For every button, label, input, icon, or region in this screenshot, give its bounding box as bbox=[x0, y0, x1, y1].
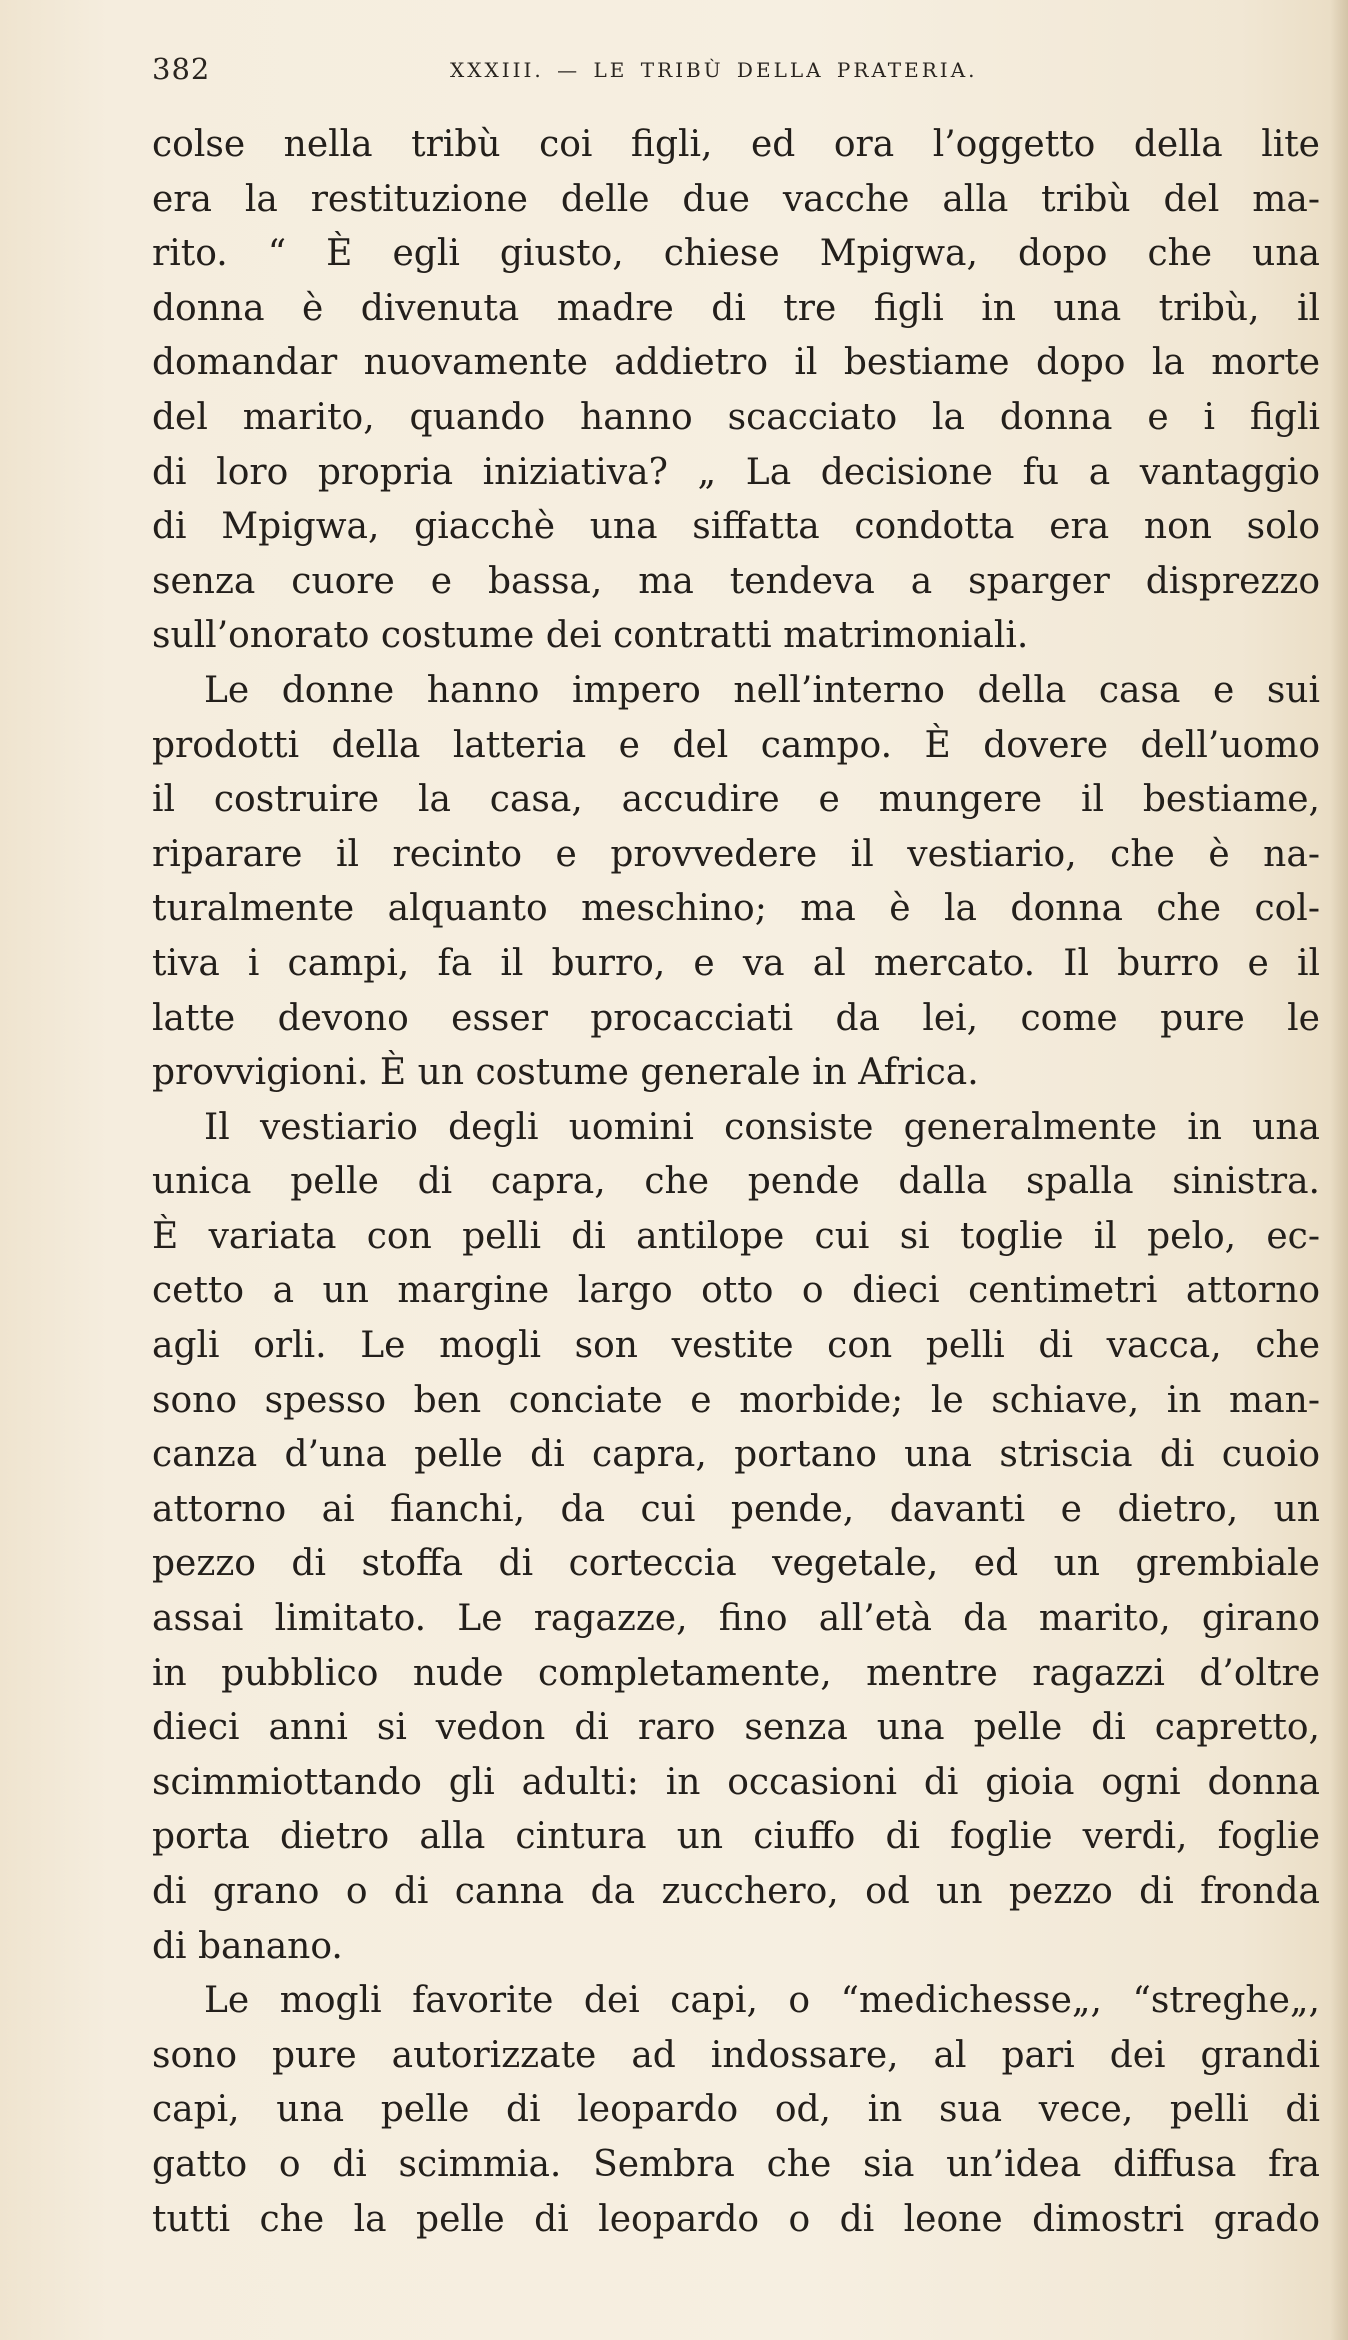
text-line: donna è divenuta madre di tre figli in una tribù, il bbox=[152, 287, 1320, 329]
text-line: assai limitato. Le ragazze, fino all’età da marito, girano bbox=[152, 1598, 1320, 1640]
body-text bbox=[152, 118, 1320, 2247]
text-line: Le mogli favorite dei capi, o “medichesse„, “streghe„, bbox=[204, 1980, 1320, 2022]
text-line: Il vestiario degli uomini consiste generalmente in una bbox=[204, 1106, 1320, 1148]
page-header bbox=[152, 52, 1320, 92]
text-line: provvigioni. È un costume generale in Africa. bbox=[152, 1052, 979, 1094]
text-line: il costruire la casa, accudire e mungere il bestiame, bbox=[152, 779, 1320, 821]
text-line: senza cuore e bassa, ma tendeva a sparger disprezzo bbox=[152, 560, 1320, 602]
text-line: di banano. bbox=[152, 1925, 343, 1967]
text-line: attorno ai fianchi, da cui pende, davanti e dietro, un bbox=[152, 1488, 1320, 1530]
text-line: in pubblico nude completamente, mentre ragazzi d’oltre bbox=[152, 1652, 1320, 1694]
running-head: XXXIII. — LE TRIBÙ DELLA PRATERIA. bbox=[450, 58, 978, 82]
text-line: È variata con pelli di antilope cui si toglie il pelo, ec- bbox=[152, 1215, 1320, 1257]
text-line: sull’onorato costume dei contratti matrimoniali. bbox=[152, 615, 1029, 657]
text-line: tiva i campi, fa il burro, e va al mercato. Il burro e il bbox=[152, 942, 1320, 984]
text-line: scimmiottando gli adulti: in occasioni di gioia ogni donna bbox=[152, 1761, 1320, 1803]
text-line: sono spesso ben conciate e morbide; le schiave, in man- bbox=[152, 1379, 1320, 1421]
text-line: pezzo di stoffa di corteccia vegetale, ed un grembiale bbox=[152, 1543, 1320, 1585]
text-line: unica pelle di capra, che pende dalla spalla sinistra. bbox=[152, 1161, 1320, 1203]
text-line: gatto o di scimmia. Sembra che sia un’idea diffusa fra bbox=[152, 2143, 1320, 2185]
text-line: di loro propria iniziativa? „ La decisione fu a vantaggio bbox=[152, 451, 1320, 493]
page-edge-shadow bbox=[1330, 0, 1348, 2340]
text-line: domandar nuovamente addietro il bestiame dopo la morte bbox=[152, 342, 1320, 384]
text-line: agli orli. Le mogli son vestite con pelli di vacca, che bbox=[152, 1325, 1320, 1367]
text-line: turalmente alquanto meschino; ma è la donna che col- bbox=[152, 888, 1320, 930]
text-line: era la restituzione delle due vacche alla tribù del ma- bbox=[152, 178, 1320, 220]
text-line: Le donne hanno impero nell’interno della casa e sui bbox=[204, 669, 1320, 711]
text-line: di grano o di canna da zucchero, od un pezzo di fronda bbox=[152, 1871, 1320, 1912]
text-line: cetto a un margine largo otto o dieci centimetri attorno bbox=[152, 1270, 1320, 1312]
text-line: tutti che la pelle di leopardo o di leone dimostri grado bbox=[152, 2198, 1320, 2240]
text-line: capi, una pelle di leopardo od, in sua vece, pelli di bbox=[152, 2089, 1320, 2131]
text-line: sono pure autorizzate ad indossare, al pari dei grandi bbox=[152, 2034, 1320, 2076]
text-line: del marito, quando hanno scacciato la donna e i figli bbox=[152, 396, 1320, 438]
text-line: dieci anni si vedon di raro senza una pelle di capretto, bbox=[152, 1707, 1320, 1749]
text-line: canza d’una pelle di capra, portano una striscia di cuoio bbox=[152, 1434, 1320, 1476]
text-line: riparare il recinto e provvedere il vestiario, che è na- bbox=[152, 833, 1320, 875]
text-line: porta dietro alla cintura un ciuffo di foglie verdi, foglie bbox=[152, 1816, 1320, 1858]
text-line: di Mpigwa, giacchè una siffatta condotta era non solo bbox=[152, 506, 1320, 548]
page-number: 382 bbox=[152, 52, 211, 86]
text-line: rito. “ È egli giusto, chiese Mpigwa, dopo che una bbox=[152, 233, 1320, 275]
text-line: colse nella tribù coi figli, ed ora l’oggetto della lite bbox=[152, 124, 1320, 165]
text-line: latte devono esser procacciati da lei, come pure le bbox=[152, 997, 1320, 1039]
text-line: prodotti della latteria e del campo. È dovere dell’uomo bbox=[152, 724, 1320, 766]
